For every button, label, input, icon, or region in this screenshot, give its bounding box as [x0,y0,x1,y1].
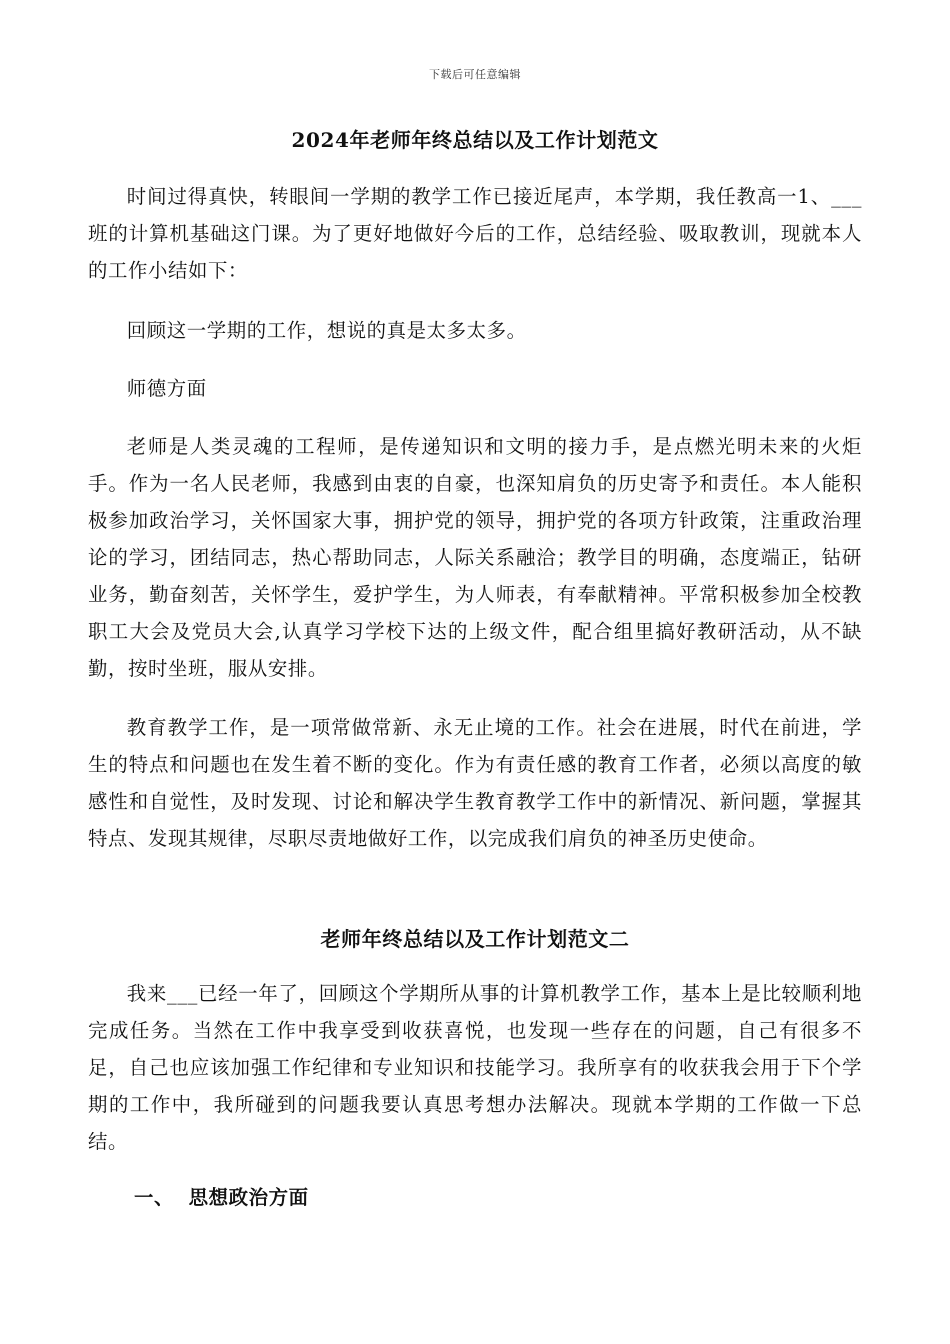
paragraph-ethics-heading: 师德方面 [126,377,207,400]
section-title-2: 老师年终总结以及工作计划范文二 [320,927,630,951]
header-note: 下载后可任意编辑 [429,68,521,81]
paragraph-summary-2: 我来___已经一年了，回顾这个学期所从事的计算机教学工作，基本上是比较顺利地完成任务。当然在工作中我享受到收获喜悦，也发现一些存在的问题，自己有很多不足，自己也应该加强工作纪律和专业知识和技能学习。我所享有的收获我会用于下个学期的工作中，我所碰到的问题我要认真思考想办法解决。现就本学期的工作做一下总结。 [88,982,862,1153]
paragraph-ethics: 老师是人类灵魂的工程师，是传递知识和文明的接力手，是点燃光明未来的火炬手。作为一名人民老师，我感到由衷的自豪，也深知肩负的历史寄予和责任。本人能积极参加政治学习，关怀国家大事，拥护党的领导，拥护党的各项方针政策，注重政治理论的学习，团结同志，热心帮助同志，人际关系融洽；教学目的明确，态度端正，钻研业务，勤奋刻苦，关怀学生，爱护学生，为人师表，有奉献精神。平常积极参加全校教职工大会及党员大会,认真学习学校下达的上级文件，配合组里搞好教研活动，从不缺勤，按时坐班，服从安排。 [88,435,862,680]
paragraph-intro: 时间过得真快，转眼间一学期的教学工作已接近尾声，本学期，我任教高一1、___班的计算机基础这门课。为了更好地做好今后的工作，总结经验、吸取教训，现就本人的工作小结如下： [88,185,862,282]
paragraph-review: 回顾这一学期的工作，想说的真是太多太多。 [126,319,527,342]
section-heading-politics: 一、 思想政治方面 [134,1186,309,1209]
document-title: 2024年老师年终总结以及工作计划范文 [291,128,659,152]
paragraph-teaching: 教育教学工作，是一项常做常新、永无止境的工作。社会在进展，时代在前进，学生的特点和问题也在发生着不断的变化。作为有责任感的教育工作者，必须以高度的敏感性和自觉性，及时发现、讨论和解决学生教育教学工作中的新情况、新问题，掌握其特点、发现其规律，尽职尽责地做好工作，以完成我们肩负的神圣历史使命。 [88,716,862,850]
